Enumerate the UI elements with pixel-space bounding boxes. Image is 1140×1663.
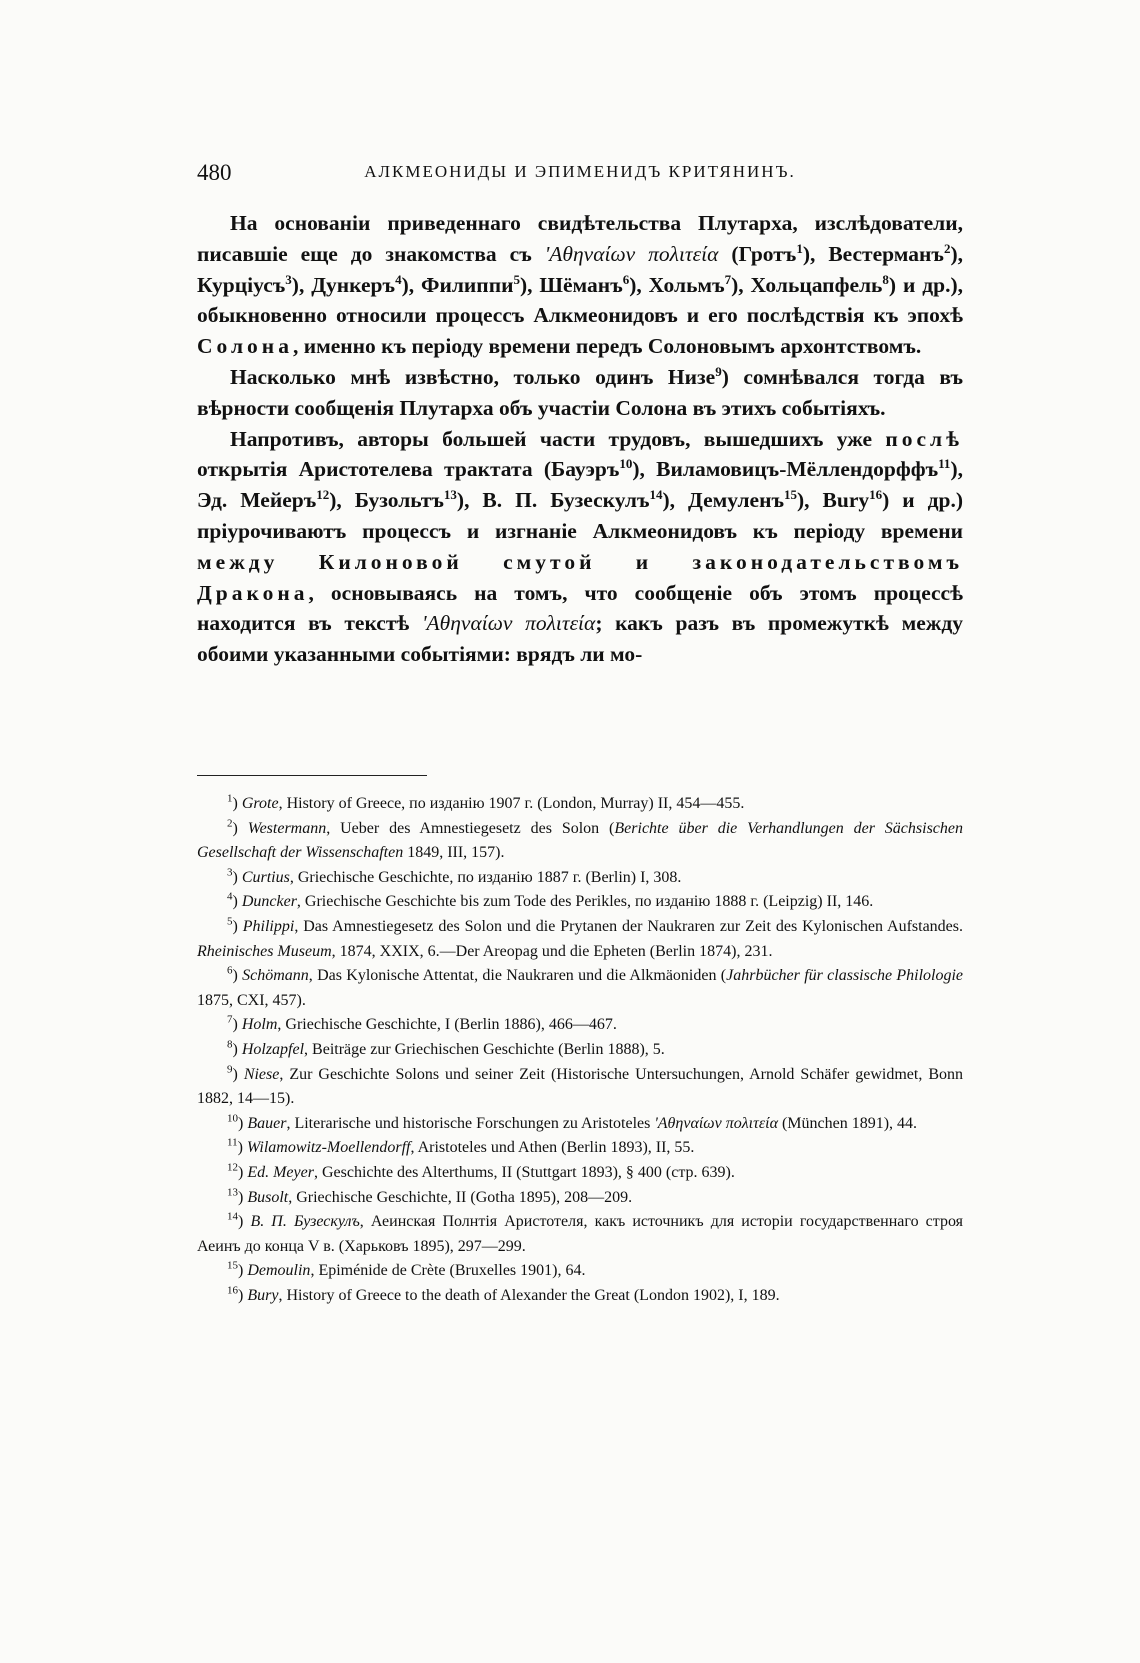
footnote-number: 11	[227, 1136, 238, 1149]
footnote-number: 10	[227, 1112, 238, 1125]
main-text	[197, 208, 963, 670]
footnote-author: Duncker	[241, 893, 297, 911]
footnote-ref[interactable]: 6	[622, 271, 630, 287]
text-run: ), Демуленъ	[662, 488, 785, 513]
text-run: ) сомнѣвался тогда въ вѣрности сообщенія Плутарха объ участіи Солона въ этихъ событіяхъ.	[197, 364, 963, 420]
footnote-text: , Griechische Geschichte, I (Berlin 1886), 466—467.	[277, 1016, 617, 1034]
footnote-author: Wilamowitz-Moellendorff	[246, 1139, 411, 1157]
footnote-ref[interactable]: 12	[316, 487, 330, 503]
text-run: (Гротъ	[718, 241, 797, 266]
footnote-number: 3	[227, 866, 233, 879]
text-run: ), Шёманъ	[519, 272, 623, 297]
text-run: ), Дункеръ	[291, 272, 396, 297]
text-run: Напротивъ, авторы большей части трудовъ, вышедшихъ уже	[230, 426, 886, 451]
footnote-ref[interactable]: 1	[796, 240, 803, 256]
footnote-number: 8	[227, 1038, 233, 1051]
footnote-5: $^5$) Philippi, Das Amnestiegesetz des Solon und die Prytanen der Naukraren zur Zeit des Kylonischen Aufstandes. Rheinisches Museum, 1874, XXIX, 6.—Der Areopag und die Epheten (Berlin 1874), 231.	[197, 915, 963, 960]
footnote-author: Grote	[241, 795, 279, 812]
footnote-author: Bauer	[247, 1114, 287, 1132]
text-run: ), Филиппи	[401, 272, 514, 297]
text-run: ), Курціусъ	[197, 241, 963, 297]
footnote-text: , Aristoteles und Athen (Berlin 1893), II, 55.	[410, 1139, 695, 1157]
text-run: ), Эд. Мейеръ	[197, 457, 963, 513]
footnote-text: , Epiménide de Crète (Bruxelles 1901), 64.	[310, 1262, 586, 1280]
running-header	[197, 160, 963, 190]
footnote-ref[interactable]: 3	[285, 271, 292, 287]
text-run: ) и др.), обыкновенно относили процессъ Алкмеонидовъ и его послѣдствія къ эпохѣ	[197, 272, 964, 328]
footnote-ref[interactable]: 5	[513, 271, 520, 287]
text-run: ), Бузольтъ	[329, 488, 444, 513]
spaced-emphasis: между Килоновой смутой и законодательствомъ Дракона	[197, 549, 963, 605]
footnote-ref[interactable]: 11	[938, 456, 951, 472]
footnote-author: Busolt	[247, 1188, 289, 1206]
footnote-author: Holm	[241, 1016, 278, 1034]
footnote-7: $^7$) Holm, Griechische Geschichte, I (Berlin 1886), 466—467.	[227, 1014, 617, 1034]
text-run: ), Виламовицъ-Мёллендорффъ	[632, 457, 939, 482]
footnote-author: Holzapfel	[241, 1040, 305, 1058]
footnote-text: , History of Greece, по изданію 1907 г. (London, Murray) II, 454—455.	[278, 795, 745, 812]
footnote-3: $^3$) Curtius, Griechische Geschichte, по изданію 1887 г. (Berlin) I, 308.	[227, 866, 682, 886]
footnote-text: 1875, CXI, 457).	[197, 991, 306, 1009]
footnote-text: 1849, III, 157).	[403, 844, 505, 862]
footnote-author: В. П. Бузескулъ	[250, 1213, 360, 1231]
footnote-title: 'Αθηναίων πολιτεία	[654, 1114, 778, 1132]
text-run: открытія Аристотелева трактата (Бауэръ	[197, 457, 620, 482]
footnote-11: $^{11}$) Wilamowitz-Moellendorff, Aristoteles und Athen (Berlin 1893), II, 55.	[227, 1136, 695, 1157]
footnote-number: 5	[227, 915, 233, 928]
footnote-ref[interactable]: 15	[784, 487, 798, 503]
spaced-emphasis: послѣ	[885, 426, 963, 451]
footnote-text: , Griechische Geschichte bis zum Tode des Perikles, по изданію 1888 г. (Leipzig) II, 146.	[296, 893, 874, 911]
footnote-author: Niese	[243, 1065, 280, 1083]
footnote-number: 15	[227, 1259, 238, 1272]
footnote-12: $^{12}$) Ed. Meyer, Geschichte des Alterthums, II (Stuttgart 1893), § 400 (стр. 639).	[227, 1161, 735, 1181]
footnote-number: 6	[227, 964, 233, 977]
page-number: 480	[197, 160, 232, 185]
footnote-ref[interactable]: 8	[882, 271, 889, 287]
footnote-ref[interactable]: 10	[619, 456, 633, 472]
footnote-text: , Griechische Geschichte, по изданію 1887 г. (Berlin) I, 308.	[289, 868, 682, 886]
footnote-text: (München 1891), 44.	[777, 1114, 918, 1132]
text-run: ), Вестерманъ	[802, 241, 944, 266]
footnote-number: 9	[227, 1063, 233, 1076]
text-run: ), Хольцапфель	[731, 272, 883, 297]
footnote-number: 16	[227, 1284, 238, 1297]
footnote-text: , Beiträge zur Griechischen Geschichte (Berlin 1888), 5.	[304, 1040, 665, 1058]
footnote-title: Jahrbücher für classische Philologie	[726, 967, 964, 985]
footnote-text: , Literarische und historische Forschungen zu Aristoteles	[286, 1114, 655, 1132]
footnote-ref[interactable]: 4	[395, 271, 402, 287]
footnote-ref[interactable]: 2	[943, 240, 951, 256]
footnote-author: Schömann	[242, 967, 309, 985]
footnote-text: , Das Amnestiegesetz des Solon und die Prytanen der Naukraren zur Zeit des Kylonischen Aufstandes.	[294, 917, 963, 935]
paragraph-3	[197, 424, 963, 670]
footnote-number: 7	[227, 1014, 233, 1027]
footnote-text: , Geschichte des Alterthums, II (Stuttgart 1893), § 400 (стр. 639).	[313, 1163, 735, 1181]
text-run: Насколько мнѣ извѣстно, только одинъ Низе	[230, 364, 716, 389]
spaced-emphasis: Солона	[197, 334, 293, 359]
footnote-number: 13	[227, 1186, 238, 1199]
footnote-2: $^2$) Westermann, Ueber des Amnestiegesetz des Solon (Berichte über die Verhandlungen der Sächsischen Gesellschaft der Wissenschaften 1849, III, 157).	[197, 817, 964, 862]
footnote-author: Demoulin	[247, 1262, 311, 1280]
footnote-6: $^6$) Schömann, Das Kylonische Attentat, die Naukraren und die Alkmäoniden (Jahrbücher für classische Philologie 1875, CXI, 457).	[197, 964, 964, 1009]
footnote-number: 2	[227, 817, 233, 830]
footnote-text: , Аеинская Полнтія Аристотеля, какъ источникъ для исторіи государственнаго строя Аеинъ до конца V в. (Харьковъ 1895), 297—299.	[197, 1213, 964, 1255]
footnote-13: $^{13}$) Busolt, Griechische Geschichte, II (Gotha 1895), 208—209.	[227, 1186, 633, 1206]
text-run: На основаніи приведеннаго свидѣтельства Плутарха, изслѣдователи, писавшіе еще до знакомства съ	[197, 211, 963, 266]
footnote-title: Rheinisches Museum	[197, 942, 332, 960]
footnote-number: 14	[227, 1210, 238, 1223]
footnote-number: 12	[227, 1161, 238, 1174]
footnote-text: , Das Kylonische Attentat, die Naukraren und die Alkmäoniden (	[308, 967, 727, 985]
footnote-9: $^9$) Niese, Zur Geschichte Solons und seiner Zeit (Historische Untersuchungen, Arnold Schäfer gewidmet, Bonn 1882, 14—15).	[197, 1063, 963, 1108]
footnote-4: $^4$) Duncker, Griechische Geschichte bis zum Tode des Perikles, по изданію 1888 г. (Leipzig) II, 146.	[227, 891, 874, 911]
footnote-ref[interactable]: 16	[869, 487, 883, 503]
footnote-ref[interactable]: 9	[715, 363, 722, 379]
text-run: ), Bury	[797, 488, 870, 513]
chapter-title: АЛКМЕОНИДЫ И ЭПИМЕНИДЪ КРИТЯНИНЪ.	[364, 162, 796, 181]
greek-title: 'Αθηναίων πολιτεία	[544, 241, 719, 266]
text-run: ; какъ разъ въ промежуткѣ между обоими указанными событіями: врядъ ли мо-	[197, 611, 963, 667]
footnote-14: $^{14}$) В. П. Бузескулъ, Аеинская Полнтія Аристотеля, какъ источникъ для исторіи государственнаго строя Аеинъ до конца V в. (Харьковъ 1895), 297—299.	[197, 1210, 964, 1255]
paragraph-1	[197, 208, 963, 362]
footnote-author: Curtius	[241, 868, 290, 886]
footnote-16: $^{16}$) Bury, History of Greece to the death of Alexander the Great (London 1902), I, 189.	[227, 1284, 780, 1304]
footnote-text: , History of Greece to the death of Alexander the Great (London 1902), I, 189.	[278, 1286, 780, 1304]
text-run: , именно къ періоду времени передъ Солоновымъ архонтствомъ.	[292, 334, 922, 359]
footnote-ref[interactable]: 7	[724, 271, 732, 287]
footnote-number: 4	[227, 891, 233, 904]
footnote-text: , Griechische Geschichte, II (Gotha 1895), 208—209.	[288, 1188, 633, 1206]
footnote-ref[interactable]: 14	[649, 487, 663, 503]
footnote-author: Ed. Meyer	[247, 1163, 314, 1181]
footnote-15: $^{15}$) Demoulin, Epiménide de Crète (Bruxelles 1901), 64.	[227, 1259, 586, 1280]
footnote-number: 1	[227, 792, 233, 805]
footnote-title: Berichte über die Verhandlungen der Sächsischen Gesellschaft der Wissenschaften	[197, 819, 964, 862]
footnote-ref[interactable]: 13	[443, 487, 457, 503]
footnote-text: , Zur Geschichte Solons und seiner Zeit (Historische Untersuchungen, Arnold Schäfer gewidmet, Bonn 1882, 14—15).	[197, 1065, 963, 1108]
text-run: ) и др.) пріурочиваютъ процессъ и изгнаніе Алкмеонидовъ къ періоду времени	[197, 488, 963, 543]
footnote-8: $^8$) Holzapfel, Beiträge zur Griechischen Geschichte (Berlin 1888), 5.	[227, 1038, 665, 1058]
text-run: ), В. П. Бузескулъ	[456, 488, 650, 513]
footnote-1: $^1$) Grote, History of Greece, по изданію 1907 г. (London, Murray) II, 454—455.	[227, 792, 745, 812]
footnotes	[197, 792, 963, 1308]
footnote-author: Philippi	[242, 917, 295, 935]
footnote-author: Westermann	[247, 819, 327, 837]
footnote-author: Bury	[247, 1286, 279, 1304]
footnote-text: , 1874, XXIX, 6.—Der Areopag und die Epheten (Berlin 1874), 231.	[331, 942, 773, 960]
greek-title: 'Αθηναίων πολιτεία	[421, 611, 596, 636]
footnote-text: , Ueber des Amnestiegesetz des Solon (	[326, 819, 615, 837]
text-run: , основываясь на томъ, что сообщеніе объ этомъ процессѣ находится въ текстѣ	[197, 580, 963, 636]
paragraph-2	[197, 362, 963, 424]
footnote-10: $^{10}$) Bauer, Literarische und historische Forschungen zu Aristoteles 'Αθηναίων πολιτεία (München 1891), 44.	[227, 1112, 918, 1132]
text-run: ), Хольмъ	[629, 272, 725, 297]
footnote-separator	[197, 775, 427, 776]
